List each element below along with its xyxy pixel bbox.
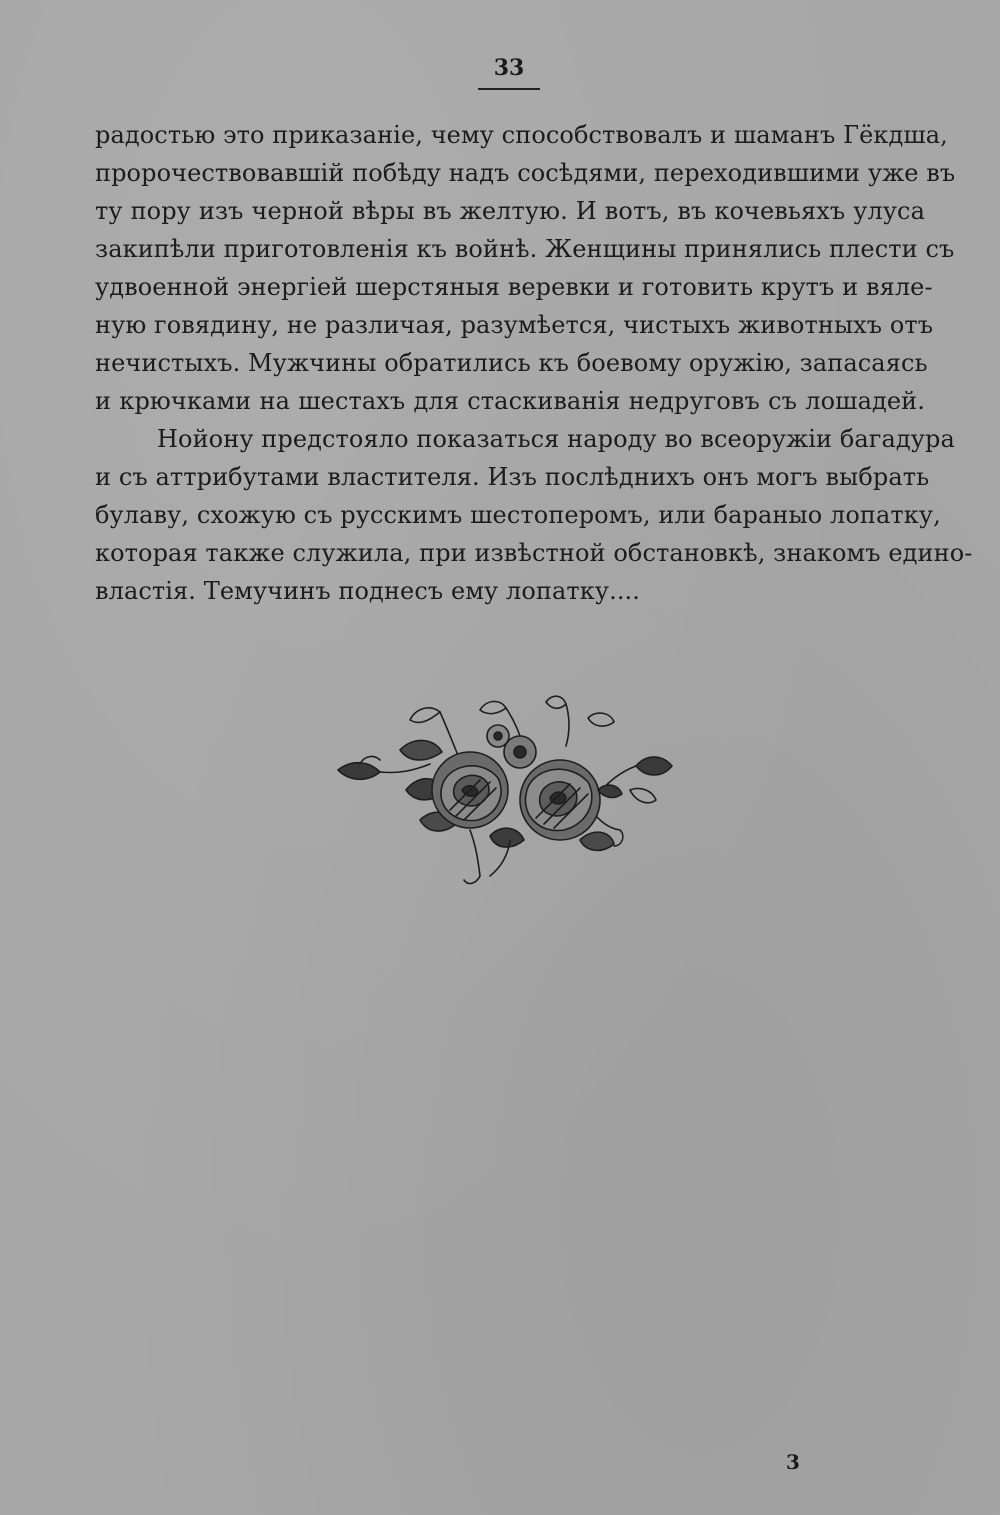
page-number-rule — [478, 88, 540, 90]
text-line: которая также служила, при извѣстной обстановкѣ, знакомъ едино- — [95, 539, 973, 567]
body-text — [95, 116, 973, 610]
text-line: пророчествовавшій побѣду надъ сосѣдями, переходившими уже въ — [95, 159, 956, 187]
text-line: булаву, схожую съ русскимъ шестоперомъ, или бараныо лопатку, — [95, 501, 941, 529]
text-line: ту пору изъ черной вѣры въ желтую. И вотъ, въ кочевьяхъ улуса — [95, 197, 925, 225]
text-line: и крючками на шестахъ для стаскиванія недруговъ съ лошадей. — [95, 387, 925, 415]
paragraph-first-line: Нойону предстояло показаться народу во всеоружіи багадура — [157, 425, 955, 453]
page-number: 33 — [493, 55, 525, 81]
signature-mark: 3 — [786, 1450, 800, 1474]
text-line: ную говядину, не различая, разумѣется, чистыхъ животныхъ отъ — [95, 311, 934, 339]
text-line: радостью это приказаніе, чему способствовалъ и шаманъ Гёкдша, — [95, 121, 948, 149]
text-line: нечистыхъ. Мужчины обратились къ боевому оружію, запасаясь — [95, 349, 928, 377]
floral-vignette-icon — [330, 690, 680, 900]
text-line: закипѣли приготовленія къ войнѣ. Женщины принялись плести съ — [95, 235, 955, 263]
text-line: властія. Темучинъ поднесъ ему лопатку.... — [95, 577, 641, 605]
text-line: удвоенной энергіей шерстяныя веревки и готовить крутъ и вяле- — [95, 273, 933, 301]
text-line: и съ аттрибутами властителя. Изъ послѣднихъ онъ могъ выбрать — [95, 463, 930, 491]
